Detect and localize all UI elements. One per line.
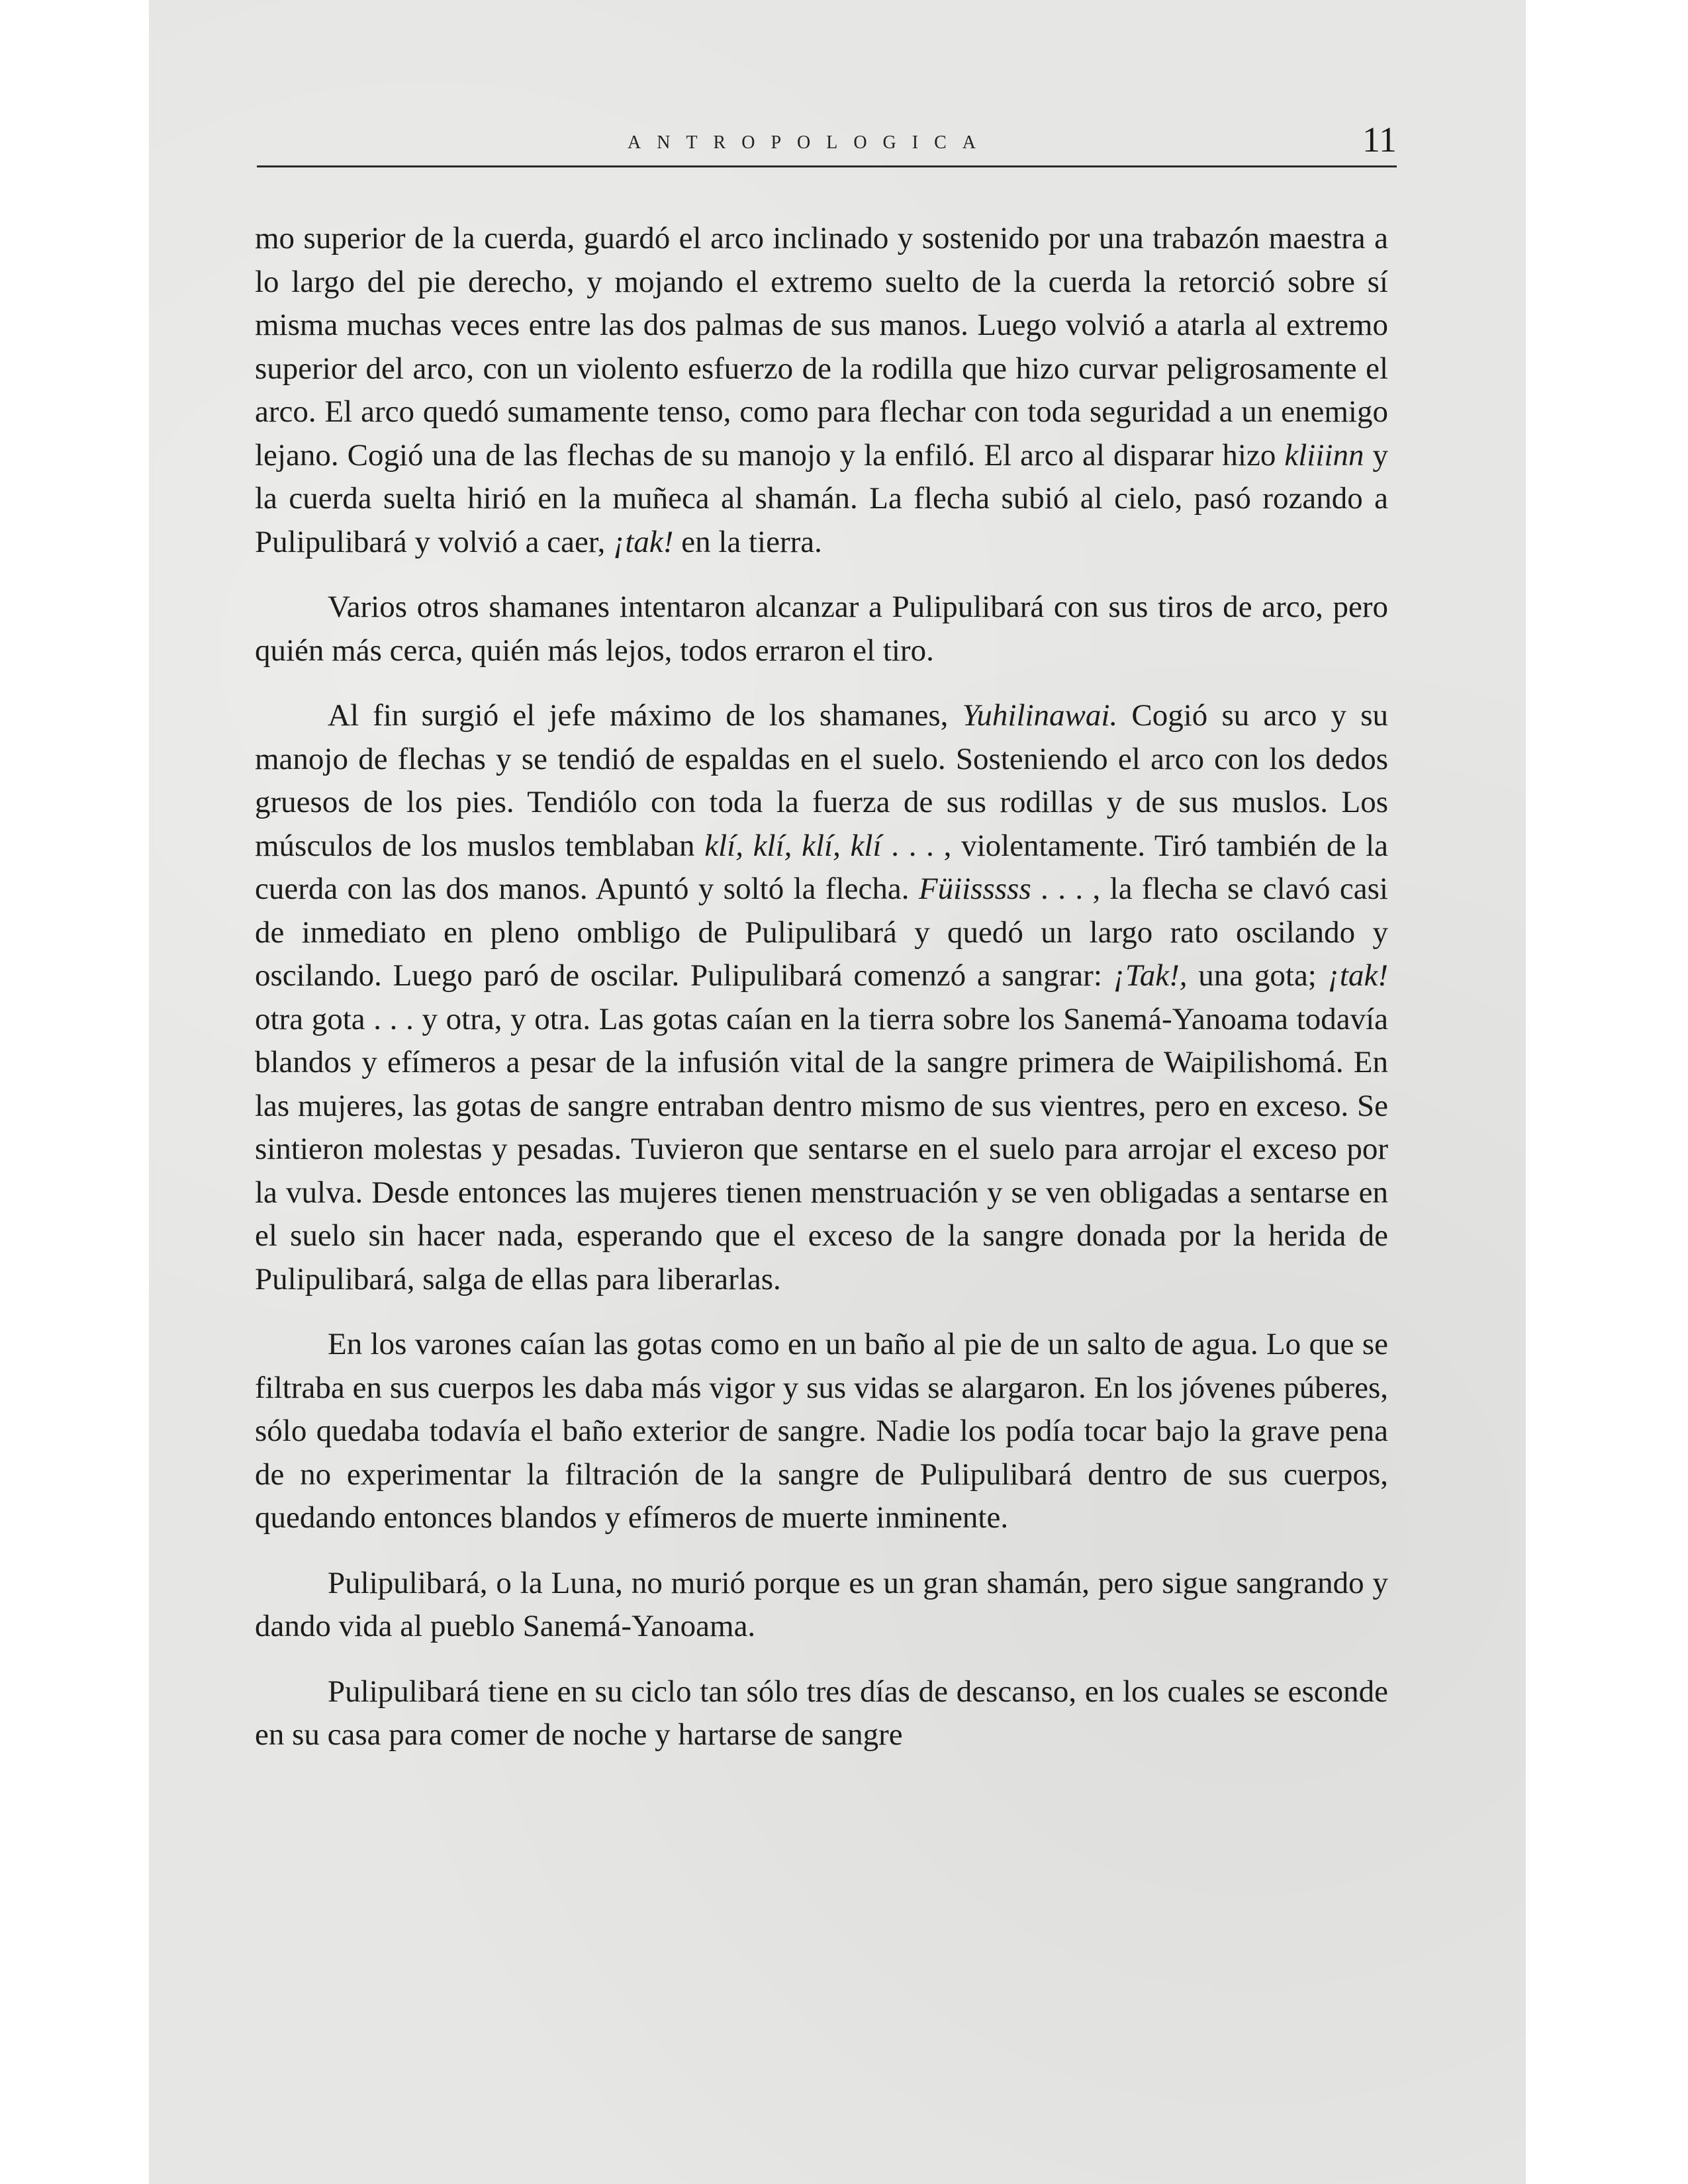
onomatopoeia: Füiisssss — [918, 872, 1031, 906]
paragraph-6: Pulipulibará tiene en su ciclo tan sólo tres días de descanso, en los cuales se esconde en su casa para comer de noche y hartarse de sangre — [255, 1674, 1388, 1752]
text-run: . . . , la flecha se clavó casi de inmediato en pleno ombligo de Pulipulibará y quedó un largo rato oscilando y oscilando. Luego paró de oscilar. Pulipulibará comenzó a sangrar: — [255, 872, 1388, 993]
paragraph-1 — [255, 217, 1388, 564]
scan-margin-left — [0, 0, 149, 2184]
onomatopoeia: ¡tak! — [613, 524, 674, 559]
text-run: mo superior de la cuerda, guardó el arco inclinado y sostenido por una trabazón maestra a lo largo del pie derecho, y mojando el extremo suelto de la cuerda la retorció sobre sí misma muchas veces entre las dos palmas de sus manos. Luego volvió a atarla al extremo superior del arco, con un violento esfuerzo de la rodilla que hizo curvar peligrosamente el arco. El arco quedó sumamente tenso, como para flechar con toda seguridad a un enemigo lejano. Cogió una de las flechas de su manojo y la enfiló. El arco al disparar hizo — [255, 221, 1388, 473]
running-header — [257, 119, 1397, 172]
onomatopoeia: ¡tak! — [1327, 958, 1388, 993]
text-run: . . . , violentamente. Tiró también de la cuerda con las dos manos. Apuntó y soltó la flecha. — [255, 828, 1388, 906]
paragraph-2: Varios otros shamanes intentaron alcanzar a Pulipulibará con sus tiros de arco, pero quién más cerca, quién más lejos, todos erraron el tiro. — [255, 590, 1388, 668]
body-text — [255, 217, 1388, 1757]
text-run: una gota; — [1187, 958, 1328, 993]
onomatopoeia: klí, klí, klí, klí — [704, 828, 882, 863]
paragraph-4: En los varones caían las gotas como en un baño al pie de un salto de agua. Lo que se filtraba en sus cuerpos les daba más vigor y sus vidas se alargaron. En los jóvenes púberes, sólo quedaba todavía el baño exterior de sangre. Nadie los podía tocar bajo la grave pena de no experimentar la filtración de la sangre de Pulipulibará dentro de sus cuerpos, quedando entonces blandos y efímeros de muerte inminente. — [255, 1327, 1388, 1535]
text-run: y la cuerda suelta hirió en la muñeca al shamán. La flecha subió al cielo, pasó rozando a Pulipulibará y volvió a caer, — [255, 437, 1389, 559]
text-run: en la tierra. — [673, 524, 822, 559]
page-number: 11 — [1362, 120, 1397, 159]
journal-title: ANTROPOLOGICA — [628, 132, 992, 153]
paragraph-3 — [255, 694, 1388, 1301]
scan-margin-right — [1526, 0, 1688, 2184]
onomatopoeia: ¡Tak!, — [1113, 958, 1188, 993]
onomatopoeia: kliiinn — [1284, 437, 1364, 473]
shaman-name: Yuhilinawai. — [962, 698, 1118, 733]
text-run: Cogió su arco y su manojo de flechas y se tendió de espaldas en el suelo. Sosteniendo el arco con los dedos gruesos de los pies. Tendiólo con toda la fuerza de sus rodillas y de sus muslos. Los músculos de los muslos temblaban — [255, 698, 1388, 863]
paragraph-5: Pulipulibará, o la Luna, no murió porque es un gran shamán, pero sigue sangrando y dando vida al pueblo Sanemá-Yanoama. — [255, 1565, 1388, 1643]
text-run: otra gota . . . y otra, y otra. Las gotas caían en la tierra sobre los Sanemá-Yanoama todavía blandos y efímeros a pesar de la infusión vital de la sangre primera de Waipilishomá. En las mujeres, las gotas de sangre entraban dentro mismo de sus vientres, pero en exceso. Se sintieron molestas y pesadas. Tuvieron que sentarse en el suelo para arrojar el exceso por la vulva. Desde entonces las mujeres tienen menstruación y se ven obligadas a sentarse en el suelo sin hacer nada, esperando que el exceso de la sangre donada por la herida de Pulipulibará, salga de ellas para liberarlas. — [255, 1001, 1388, 1297]
header-rule — [257, 165, 1397, 167]
text-run: Al fin surgió el jefe máximo de los shamanes, — [328, 698, 962, 733]
